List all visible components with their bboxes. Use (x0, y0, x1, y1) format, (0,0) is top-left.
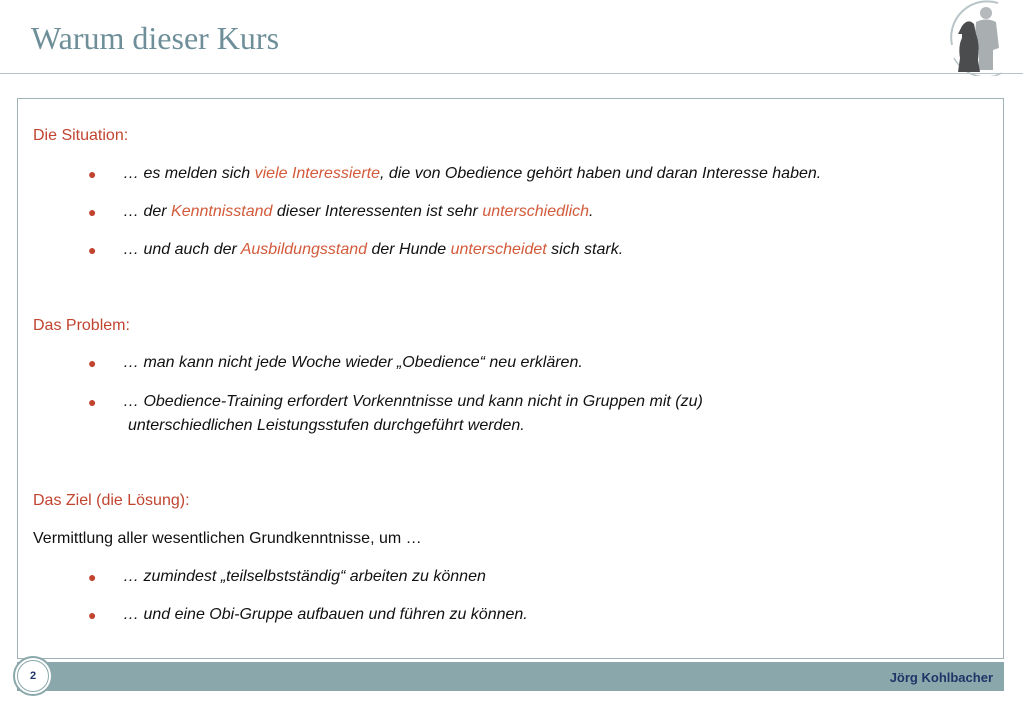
goal-heading: Das Ziel (die Lösung): (33, 492, 190, 509)
bullet-dot-icon: ● (88, 355, 97, 371)
page-number-badge (13, 656, 53, 696)
bullet-text: … und auch der Ausbildungsstand der Hunde unterscheidet sich stark. (123, 241, 624, 258)
problem-heading: Das Problem: (33, 317, 130, 334)
situation-heading: Die Situation: (33, 127, 129, 144)
footer-bar (17, 662, 1004, 691)
person-with-dog-logo-icon (940, 0, 1020, 76)
bullet-text: … man kann nicht jede Woche wieder „Obedience“ neu erklären. (123, 354, 583, 371)
slide-title: Warum dieser Kurs (31, 20, 280, 56)
bullet-dot-icon: ● (88, 394, 97, 410)
bullet-text: … der Kenntnisstand dieser Interessenten ist sehr unterschiedlich. (123, 203, 594, 220)
bullet-text: … und eine Obi-Gruppe aufbauen und führen zu können. (123, 606, 528, 623)
content-box (17, 98, 1004, 659)
bullet-dot-icon: ● (88, 166, 97, 182)
title-divider (0, 73, 1023, 74)
bullet-dot-icon: ● (88, 242, 97, 258)
bullet-dot-icon: ● (88, 607, 97, 623)
bullet-text-line-1: … Obedience-Training erfordert Vorkenntnisse und kann nicht in Gruppen mit (zu) (123, 393, 703, 410)
goal-intro: Vermittlung aller wesentlichen Grundkenntnisse, um … (33, 530, 422, 547)
footer-author: Jörg Kohlbacher (889, 670, 993, 685)
bullet-dot-icon: ● (88, 569, 97, 585)
bullet-text-line-2: unterschiedlichen Leistungsstufen durchgeführt werden. (128, 417, 525, 434)
bullet-dot-icon: ● (88, 204, 97, 220)
bullet-text: … zumindest „teilselbstständig“ arbeiten zu können (123, 568, 486, 585)
bullet-text: … es melden sich viele Interessierte, die von Obedience gehört haben und daran Interesse haben. (123, 165, 822, 182)
page-number: 2 (17, 660, 49, 692)
